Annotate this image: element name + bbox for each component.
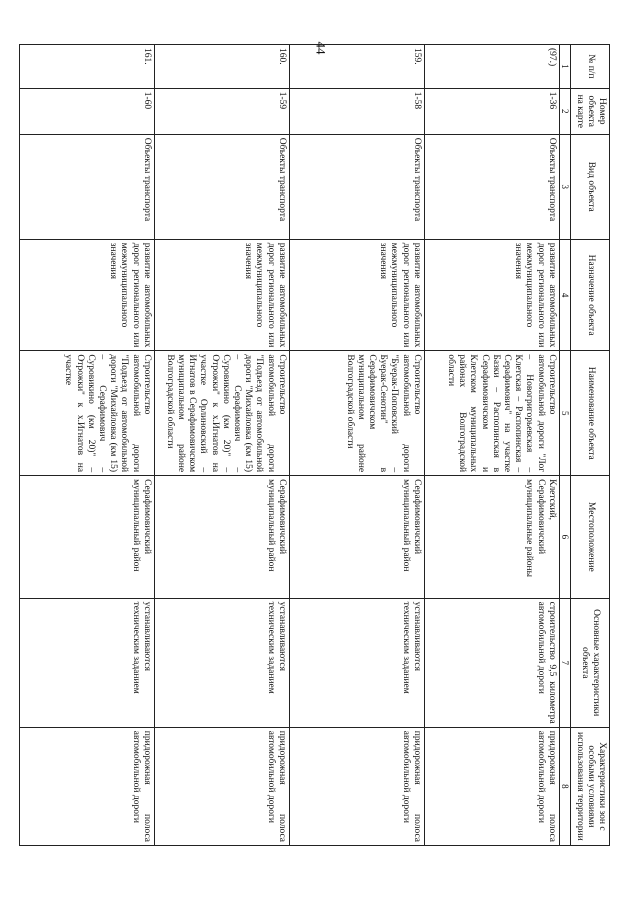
object-location: Серафимовичский муниципальный район bbox=[289, 476, 424, 599]
object-location: Серафимовичский муниципальный район bbox=[19, 476, 154, 599]
object-name: Строительство автомобильной дороги "Буерак-Поповский – Буерак-Сенотин" в Серафимовичском муниципальном районе Волгоградской области bbox=[289, 351, 424, 476]
object-characteristics: устанавливаются техническим заданием bbox=[19, 598, 154, 727]
object-zones: придорожная полоса автомобильной дороги bbox=[154, 727, 289, 845]
header-cell: Наименование объекта bbox=[571, 351, 610, 476]
map-id: 1-58 bbox=[289, 88, 424, 134]
header-cell: Основные характеристики объекта bbox=[571, 598, 610, 727]
object-characteristics: устанавливаются техническим заданием bbox=[154, 598, 289, 727]
column-number: 5 bbox=[559, 351, 571, 476]
map-id: 1-59 bbox=[154, 88, 289, 134]
map-id: 1-60 bbox=[19, 88, 154, 134]
header-cell: Характеристики зон с особыми условиями использования территории bbox=[571, 727, 610, 845]
object-purpose: развитие автомобильных дорог регионального или межмуниципального значения bbox=[19, 239, 154, 351]
object-name: Строительство автомобильной дороги "Лог – Новогригорьевская – Клетская – Распопинская – Серафимович" на участке Базки – Распопинская в Серафимовичском и Клетском муниципальных районах Волгоградской области bbox=[424, 351, 559, 476]
object-characteristics: устанавливаются техническим заданием bbox=[289, 598, 424, 727]
page-number: 44 bbox=[313, 41, 328, 55]
object-kind: Объекты транспорта bbox=[424, 134, 559, 239]
object-purpose: развитие автомобильных дорог регионального или межмуниципального значения bbox=[289, 239, 424, 351]
row-number: 159. bbox=[289, 45, 424, 89]
header-cell: Вид объекта bbox=[571, 134, 610, 239]
column-number-row bbox=[559, 45, 571, 846]
rotated-table-frame bbox=[63, 41, 610, 846]
map-id: 1-36 bbox=[424, 88, 559, 134]
header-row bbox=[571, 45, 610, 846]
header-cell: Номер объекта на карте bbox=[571, 88, 610, 134]
object-kind: Объекты транспорта bbox=[289, 134, 424, 239]
object-kind: Объекты транспорта bbox=[154, 134, 289, 239]
table-row bbox=[289, 45, 424, 846]
object-zones: придорожная полоса автомобильной дороги bbox=[19, 727, 154, 845]
object-location: Клетский, Серафимовичский муниципальные районы bbox=[424, 476, 559, 599]
object-zones: придорожная полоса автомобильной дороги bbox=[289, 727, 424, 845]
table-row bbox=[19, 45, 154, 846]
object-location: Серафимовичский муниципальный район bbox=[154, 476, 289, 599]
row-number: (97.) bbox=[424, 45, 559, 89]
table-row bbox=[424, 45, 559, 846]
row-number: 161. bbox=[19, 45, 154, 89]
object-zones: придорожная полоса автомобильной дороги bbox=[424, 727, 559, 845]
column-number: 8 bbox=[559, 727, 571, 845]
column-number: 3 bbox=[559, 134, 571, 239]
object-kind: Объекты транспорта bbox=[19, 134, 154, 239]
object-purpose: развитие автомобильных дорог регионального или межмуниципального значения bbox=[424, 239, 559, 351]
object-name: Строительство автомобильной дороги "Подъезд от автомобильной дороги "Михайловка (км 15) – Серафимович – Суровикино (км 20)" – Отрожки" к х.Игнатов на участке bbox=[19, 351, 154, 476]
column-number: 4 bbox=[559, 239, 571, 351]
header-cell: Назначение объекта bbox=[571, 239, 610, 351]
objects-table bbox=[19, 41, 610, 846]
header-cell: Местоположение bbox=[571, 476, 610, 599]
column-number: 7 bbox=[559, 598, 571, 727]
header-cell: № п/п bbox=[571, 45, 610, 89]
column-number: 2 bbox=[559, 88, 571, 134]
object-purpose: развитие автомобильных дорог регионального или межмуниципального значения bbox=[154, 239, 289, 351]
object-characteristics: строительство 9,5 километра автомобильной дороги bbox=[424, 598, 559, 727]
column-number: 1 bbox=[559, 45, 571, 89]
row-number: 160. bbox=[154, 45, 289, 89]
column-number: 6 bbox=[559, 476, 571, 599]
object-name: Строительство автомобильной дороги "Подъезд от автомобильной дороги "Михайловка (км 15) – Серафимович – Суровикино (км 20)" – Отрожки" к х.Игнатов на участке Орлиновский – Игнатов в Серафимовичском муниципальном районе Волгоградской области bbox=[154, 351, 289, 476]
table-row bbox=[154, 45, 289, 846]
